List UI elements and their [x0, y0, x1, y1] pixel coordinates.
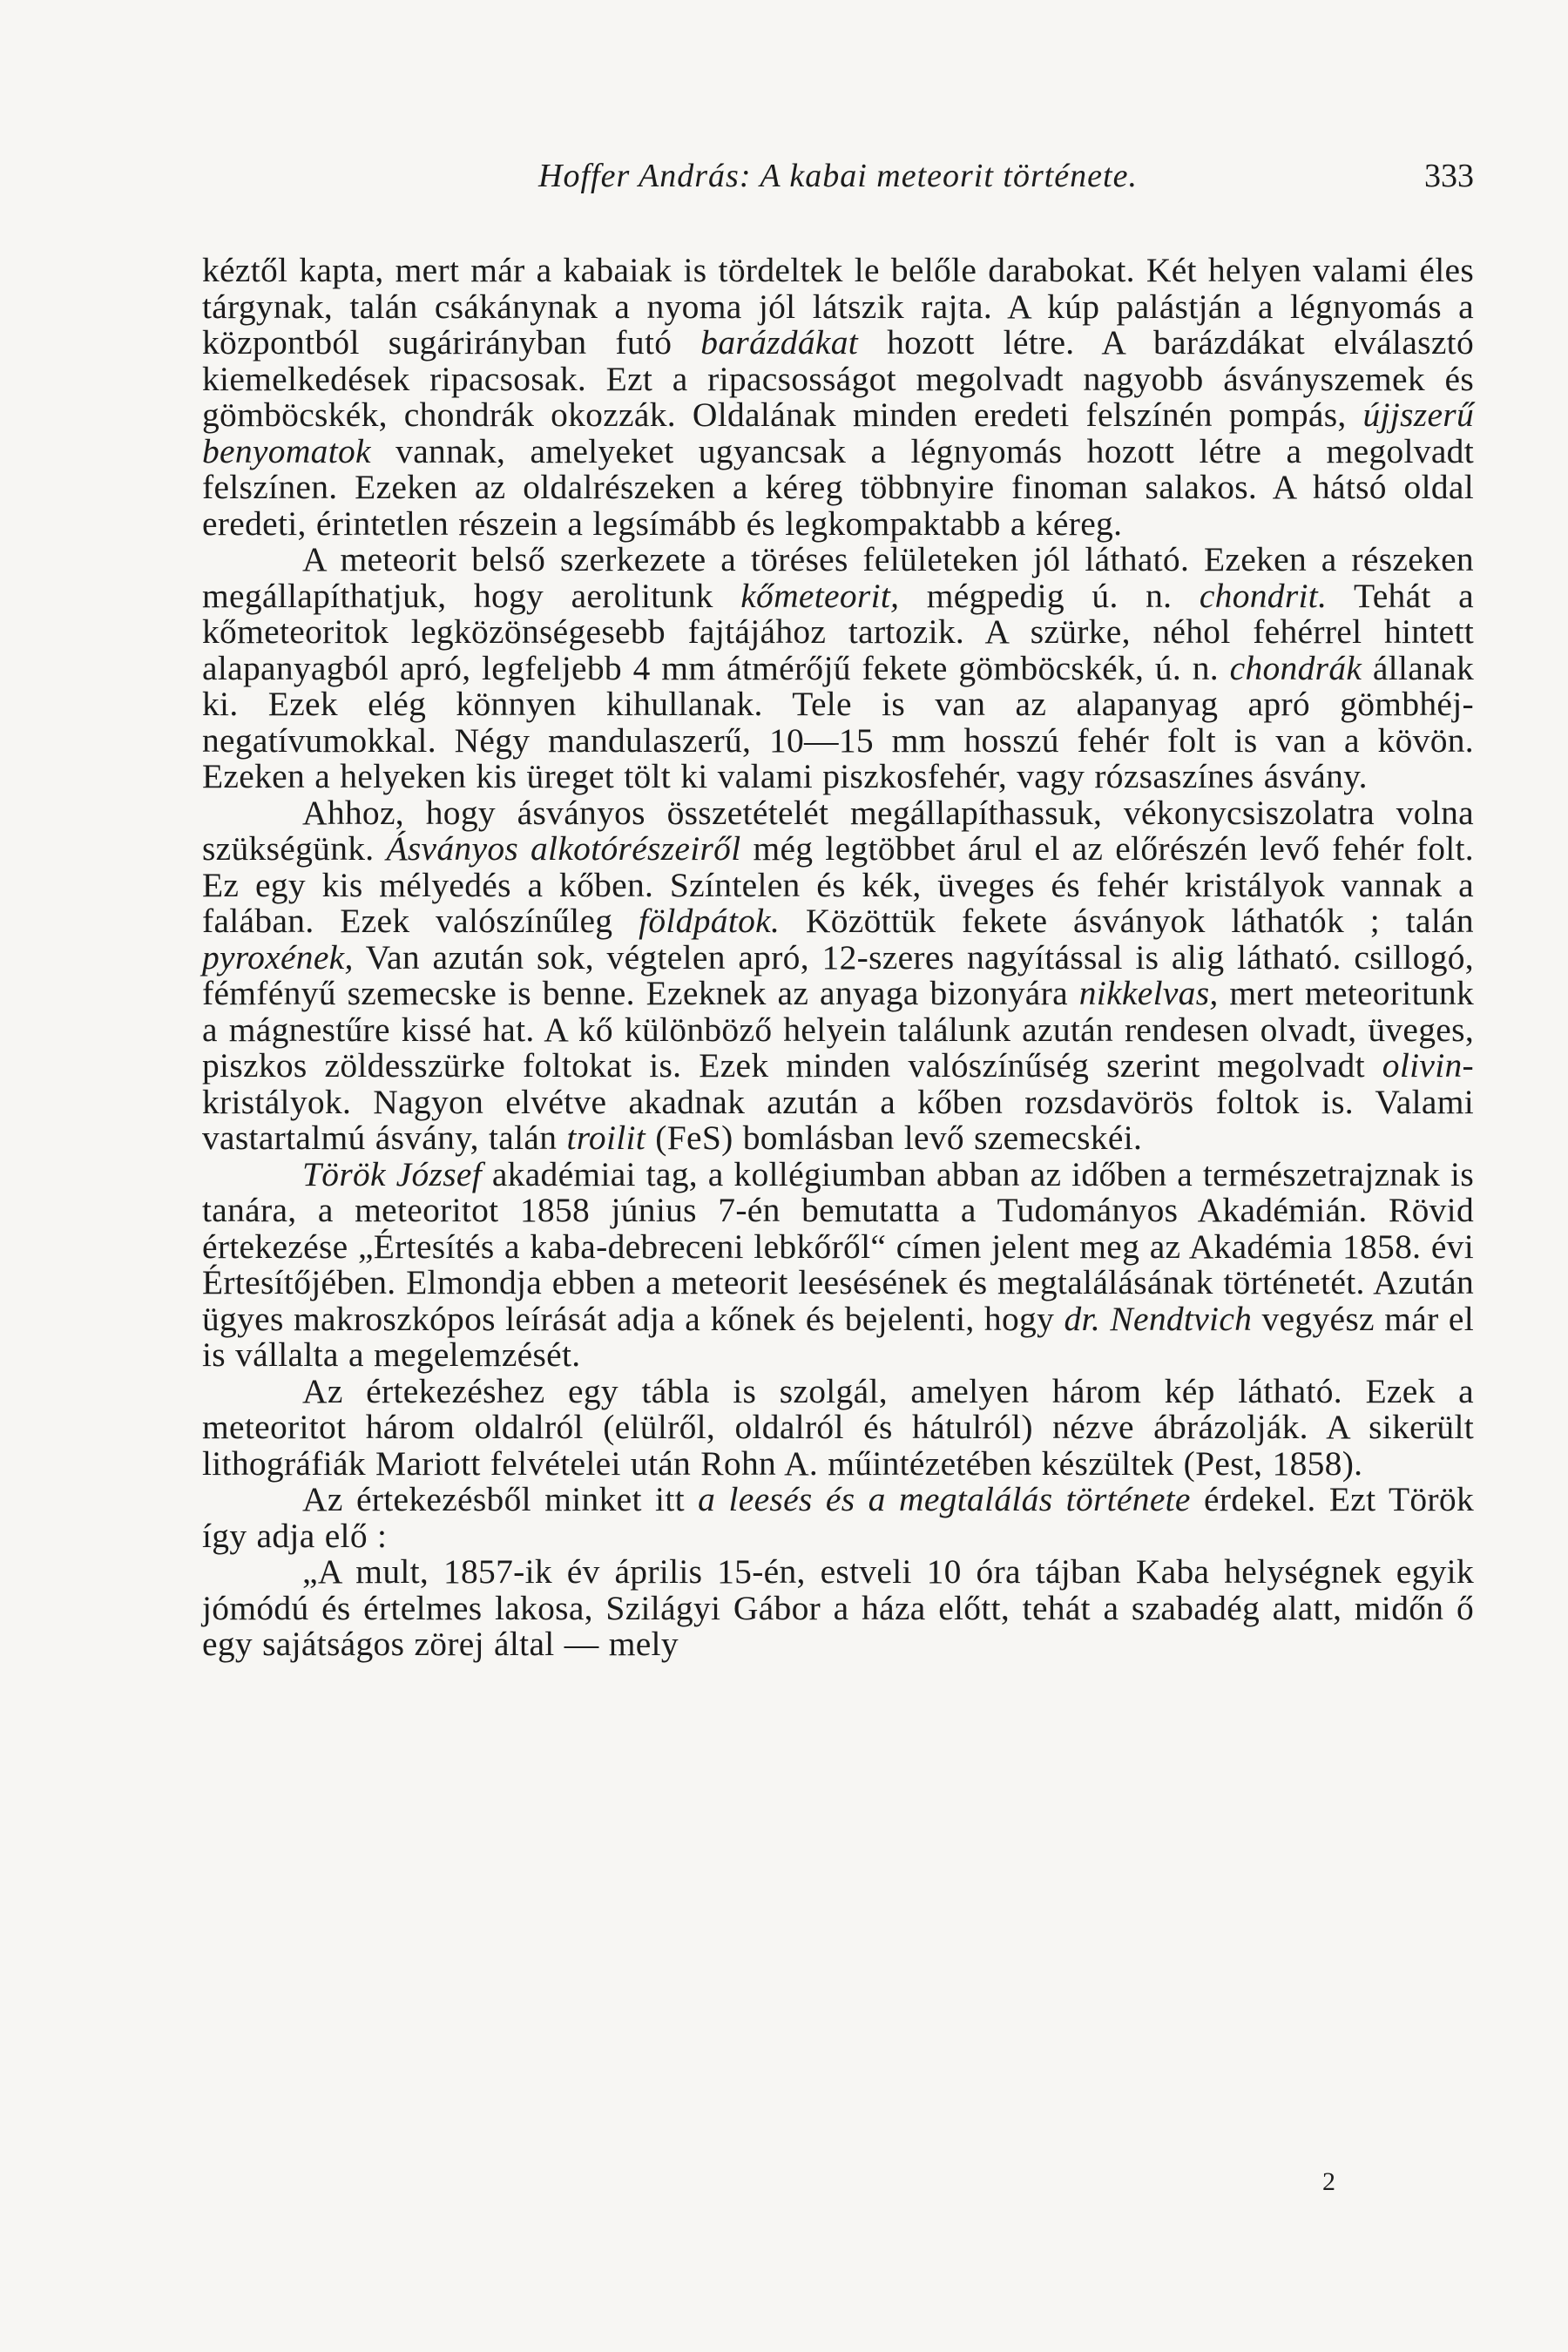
text-run: Közöttük fekete ásványok láthatók ; talán: [780, 902, 1474, 940]
paragraph: [202, 542, 1474, 795]
italic-text-run: chondrit.: [1199, 576, 1328, 615]
running-header: [202, 157, 1474, 206]
paragraph: [202, 1554, 1474, 1663]
text-run: vannak, amelyeket ugyancsak a légnyomás hozott létre a megolvadt felszínen. Ezeken az oldalrészeken a kéreg többnyire finoman salakos. A hátsó oldal eredeti, érintetlen részein a legsímább és legkompaktabb a kéreg.: [202, 431, 1474, 543]
text-run: állanak ki. Ezek elég könnyen kihullanak. Tele is van az alapanyag apró gömbhéj-negatívumokkal. Négy mandulaszerű, 10—15 mm hosszú fehér folt is van a kövön. Ezeken a helyeken kis üreget tölt ki valami piszkosfehér, vagy rózsaszínes ásvány.: [202, 648, 1474, 795]
text-run: mégpedig ú. n.: [899, 576, 1200, 615]
text-run: A meteorit belső szerkezete a töréses felületeken jól látható. Ezeken a részeken megállapíthatjuk, hogy aerolitunk: [202, 540, 1474, 615]
text-run: Ahhoz, hogy ásványos összetételét megállapíthassuk, vékonycsiszolatra volna szükségünk.: [202, 793, 1474, 868]
italic-text-run: Ásványos alkotórészeiről: [386, 829, 741, 868]
italic-text-run: nikkelvas,: [1078, 974, 1219, 1012]
italic-text-run: a leesés és a megtalálás története: [698, 1480, 1191, 1518]
italic-text-run: chondrák: [1229, 648, 1362, 687]
signature-mark: 2: [1322, 2167, 1335, 2196]
text-run: kéztől kapta, mert már a kabaiak is tördeltek le belőle darabokat. Két helyen valami éles tárgynak, talán csákánynak a nyoma jól látszik rajta. A kúp palástján a légnyomás a központból sugárirányban futó: [202, 251, 1474, 362]
text-run: érdekel. Ezt Török így adja elő :: [202, 1480, 1474, 1555]
italic-text-run: újjszerű benyomatok: [202, 395, 1474, 470]
paragraph: [202, 1154, 1474, 1374]
italic-text-run: pyroxének,: [202, 937, 354, 977]
paragraph: [202, 253, 1474, 542]
paragraph: [202, 795, 1474, 1157]
italic-text-run: olivin: [1382, 1046, 1463, 1085]
text-run: Az értekezésből minket itt: [302, 1480, 699, 1518]
italic-text-run: barázdákat: [700, 323, 859, 362]
italic-text-run: troilit: [566, 1119, 646, 1157]
text-run: vegyész már el is vállalta a megelemzését.: [202, 1299, 1474, 1374]
text-run: -kristályok. Nagyon elvétve akadnak azután a kőben rozsdavörös foltok is. Valami vastartalmú ásvány, talán: [202, 1046, 1474, 1157]
text-run: Tehát a kőmeteoritok legközönségesebb fajtájához tartozik. A szürke, néhol fehérrel hintett alapanyagból apró, legfeljebb 4 mm átmérőjű fekete gömböcskék, ú. n.: [202, 576, 1474, 687]
text-run: mert meteoritunk a mágnestűre kissé hat. A kő különböző helyein találunk azután rendesen olvadt, üveges, piszkos zöldesszürke foltokat is. Ezek minden valószínűség szerint megolvadt: [202, 974, 1474, 1085]
text-run: még legtöbbet árul el az előrészén levő fehér folt. Ez egy kis mélyedés a kőben. Színtelen és kék, üveges és fehér kristályok vannak a falában. Ezek valószínűleg: [202, 829, 1474, 940]
paragraph: [202, 1482, 1474, 1554]
paragraph: [202, 1371, 1474, 1483]
italic-text-run: földpátok.: [639, 902, 781, 940]
italic-text-run: kőmeteorit,: [740, 576, 900, 615]
text-run: „A mult, 1857-ik év április 15-én, estveli 10 óra tájban Kaba helységnek egyik jómódú és értelmes lakosa, Szilágyi Gábor a háza előtt, tehát a szabadég alatt, midőn ő egy sajátságos zörej által — mely: [202, 1552, 1474, 1663]
italic-text-run: Török József: [302, 1154, 483, 1193]
text-run: hozott létre. A barázdákat elválasztó kiemelkedések ripacsosak. Ezt a ripacsosságot megolvadt nagyobb ásványszemek és gömböcskék, chondrák okozzák. Oldalának minden eredeti felszínén pompás,: [202, 323, 1474, 434]
page-number: 333: [1424, 158, 1474, 194]
body-text: [202, 253, 1474, 1663]
text-run: Van azután sok, végtelen apró, 12-szeres nagyítással is alig látható. csillogó, fémfényű szemecske is benne. Ezeknek az anyaga bizonyára: [202, 937, 1474, 1012]
running-title: Hoffer András: A kabai meteorit története.: [538, 158, 1138, 194]
italic-text-run: dr. Nendtvich: [1064, 1299, 1253, 1338]
text-run: akadémiai tag, a kollégiumban abban az időben a természetrajznak is tanára, a meteoritot 1858 június 7-én bemutatta a Tudományos Akadémián. Rövid értekezése „Értesítés a kaba-debreceni lebkőről“ címen jelent meg az Akadémia 1858. évi Értesítőjében. Elmondja ebben a meteorit leesésének és megtalálásának történetét. Azután ügyes makroszkópos leírását adja a kőnek és bejelenti, hogy: [202, 1154, 1474, 1338]
text-run: Az értekezéshez egy tábla is szolgál, amelyen három kép látható. Ezek a meteoritot három oldalról (elülről, oldalról és hátulról) nézve ábrázolják. A sikerült lithográfiák Mariott felvételei után Rohn A. műintézetében készültek (Pest, 1858).: [202, 1371, 1474, 1483]
text-run: (FeS) bomlásban levő szemecskéi.: [645, 1119, 1143, 1157]
